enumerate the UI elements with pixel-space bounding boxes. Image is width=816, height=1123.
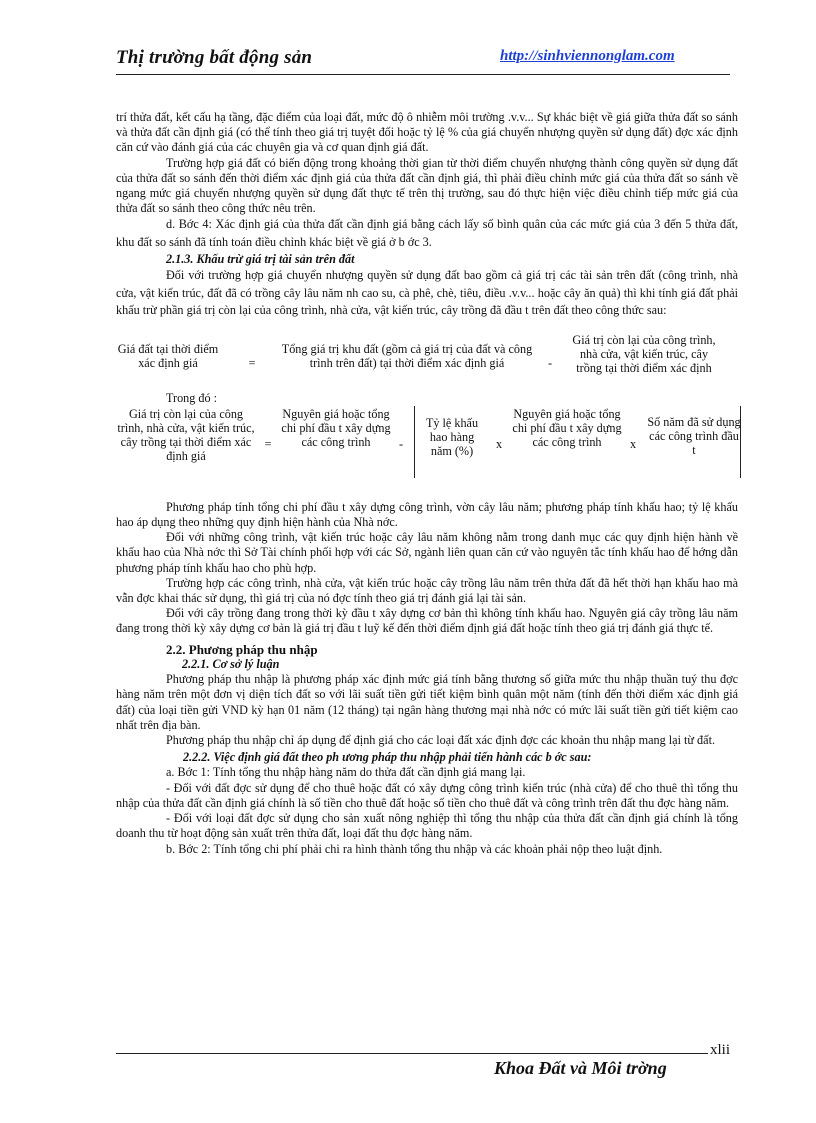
- formula-operator: -: [398, 436, 404, 451]
- formula-remaining-value: [116, 406, 741, 482]
- page-number: xlii: [710, 1042, 731, 1058]
- formula-term: Số năm đã sử dụng các công trình đầu t: [647, 414, 741, 457]
- formula-term: Nguyên giá hoặc tổng chi phí đầu t xây dựng các công trình: [281, 406, 391, 449]
- formula-operator: =: [264, 436, 272, 451]
- formula-term: Nguyên giá hoặc tổng chi phí đầu t xây dựng các công trình: [512, 406, 622, 449]
- paragraph: Phương pháp thu nhập chỉ áp dụng để định giá cho các loại đất xác định đợc các khoản thu nhập mang lại từ đất.: [166, 732, 715, 747]
- formula-bracket-right: [740, 406, 741, 478]
- paragraph: Đối với cây trồng đang trong thời kỳ đầu t xây dựng cơ bản thì không tính khấu hao. Nguyên giá cây trồng lâu năm đang trong thời kỳ xây dựng cơ bản là giá trị đầu t luỹ kế đến thời điểm định giá đất hoặc tính theo giá trị đánh giá thực tế.: [116, 606, 738, 636]
- formula-bracket-left: [414, 406, 415, 478]
- paragraph: Phương pháp tính tổng chi phí đầu t xây dựng công trình, vờn cây lâu năm; phương pháp tính khấu hao; tỷ lệ khấu hao áp dụng theo những quy định hiện hành của Nhà nớc.: [116, 499, 738, 530]
- section-heading-2-2-2: 2.2.2. Việc định giá đất theo ph ương pháp thu nhập phải tiến hành các b ớc sau:: [183, 750, 592, 765]
- paragraph: Trường hợp các công trình, nhà cửa, vật kiến trúc hoặc cây trồng lâu năm trên thửa đất đã hết thời hạn khấu hao mà vẫn đợc khai thác sử dụng, thì giá trị của nó đợc tính theo giá trị đánh giá lại tài sản.: [116, 575, 738, 606]
- header-link[interactable]: http://sinhviennonglam.com: [500, 48, 675, 64]
- paragraph: d. Bớc 4: Xác định giá của thửa đất cần định giá bằng cách lấy số bình quân của các mức giá của 3 đến 5 thửa đất, khu đất so sánh đã tính toán điều chỉnh khác biệt về giá ở b ớc 3.: [116, 217, 738, 249]
- header-divider: [116, 74, 730, 75]
- paragraph: Đối với những công trình, vật kiến trúc hoặc cây lâu năm không nằm trong danh mục các quy định hiện hành về khấu hao của Nhà nớc thì Sở Tài chính phối hợp với các Sở, ngành liên quan căn cứ vào nguyên tắc tính khấu hao để hớng dẫn phương pháp tính khấu hao cho phù hợp.: [116, 530, 738, 575]
- formula-term: Giá trị còn lại của công trình, nhà cửa, vật kiến trúc, cây trồng tại thời điểm xác định giá: [117, 406, 255, 463]
- paragraph: - Đối với đất đợc sử dụng để cho thuê hoặc đất có xây dựng công trình kiến trúc (nhà cửa) để cho thuê thì tổng thu nhập của thửa đất cần định giá chính là số tiền cho thuê đất hoặc số tiền cho thuê đất và công trình trên đất thu đợc hàng năm.: [116, 780, 738, 810]
- formula-operator: =: [248, 355, 256, 370]
- formula-operator: x: [629, 436, 637, 451]
- formula-term: Giá trị còn lại của công trình, nhà cửa, vật kiến trúc, cây trồng tại thời điểm xác định: [572, 332, 716, 375]
- section-heading-2-2-1: 2.2.1. Cơ sở lý luận: [182, 656, 280, 671]
- paragraph: trí thửa đất, kết cấu hạ tầng, đặc điểm của loại đất, mức độ ô nhiễm môi trường .v.v... Sự khác biệt về giá giữa thửa đất so sánh và thửa đất cần định giá (có thể tính theo giá trị tuyệt đối hoặc tỷ lệ % của giá chuyển nhượng quyền sử dụng đất) đợc xác định căn cứ vào đánh giá của các chuyên gia và cơ quan định giá đất.: [116, 110, 738, 155]
- section-heading-2-2: 2.2. Phương pháp thu nhập: [166, 641, 318, 657]
- section-heading-2-1-3: 2.1.3. Khấu trừ giá trị tài sản trên đất: [166, 252, 355, 267]
- paragraph: Trường hợp giá đất có biến động trong khoảng thời gian từ thời điểm chuyển nhượng thành công quyền sử dụng đất của thửa đất so sánh đến thời điểm xác định giá của thửa đất cần định giá, thì phải điều chỉnh mức giá của thửa đất so sánh về ngang mức giá chuyển nhượng quyền sử dụng đất thực tế trên thị trường, sau đó thực hiện việc điều chỉnh tiếp mức giá của thửa đất so sánh theo công thức nêu trên.: [116, 155, 738, 216]
- formula-term: Tỷ lệ khấu hao hàng năm (%): [425, 415, 479, 458]
- formula-term: Giá đất tại thời điểm xác định giá: [117, 341, 219, 370]
- formula-operator: -: [547, 355, 553, 370]
- paragraph: a. Bớc 1: Tính tổng thu nhập hàng năm do thửa đất cần định giá mang lại.: [166, 765, 526, 780]
- paragraph: Phương pháp thu nhập là phương pháp xác định mức giá tính bằng thương số giữa mức thu nhập thuần tuý thu đợc hàng năm trên một đơn vị diện tích đất so với lãi suất tiền gửi tiết kiệm bình quân một năm (tính đến thời điểm xác định giá đất) của loại tiền gửi VND kỳ hạn 01 năm (12 tháng) tại ngân hàng thương mại nhà nớc có mức lãi suất tiền gửi tiết kiệm cao nhất trên địa bàn.: [116, 672, 738, 732]
- formula-term: Tổng giá trị khu đất (gồm cả giá trị của đất và công trình trên đất) tại thời điểm xác định giá: [281, 341, 533, 370]
- footer-department: Khoa Đất và Môi trờng: [494, 1058, 667, 1078]
- paragraph: b. Bớc 2: Tính tổng chi phí phải chi ra hình thành tổng thu nhập và các khoản phải nộp theo luật định.: [166, 842, 663, 857]
- formula-operator: x: [495, 436, 503, 451]
- paragraph: Đối với trường hợp giá chuyển nhượng quyền sử dụng đất bao gồm cả giá trị các tài sản trên đất (công trình, nhà cửa, vật kiến trúc, đất đã có trồng cây lâu năm nh cao su, cà phê, chè, tiêu, điều .v.v... hoặc cây ăn quả) thì khi tính giá đất phải khấu trừ phần giá trị còn lại của công trình, nhà cửa, vật kiến trúc, cây trồng đã đầu t trên đất theo công thức sau:: [116, 268, 738, 318]
- header-title: Thị trường bất động sản: [116, 47, 313, 68]
- paragraph: - Đối với loại đất đợc sử dụng cho sản xuất nông nghiệp thì tổng thu nhập của thửa đất cần định giá chính là tổng doanh thu từ hoạt động sản xuất trên thửa đất, loại đất thu đợc hàng năm.: [116, 810, 738, 841]
- footer-divider: [116, 1053, 708, 1054]
- body-text: [116, 110, 741, 859]
- formula-where-label: Trong đó :: [166, 390, 218, 405]
- formula-land-price: [116, 333, 738, 389]
